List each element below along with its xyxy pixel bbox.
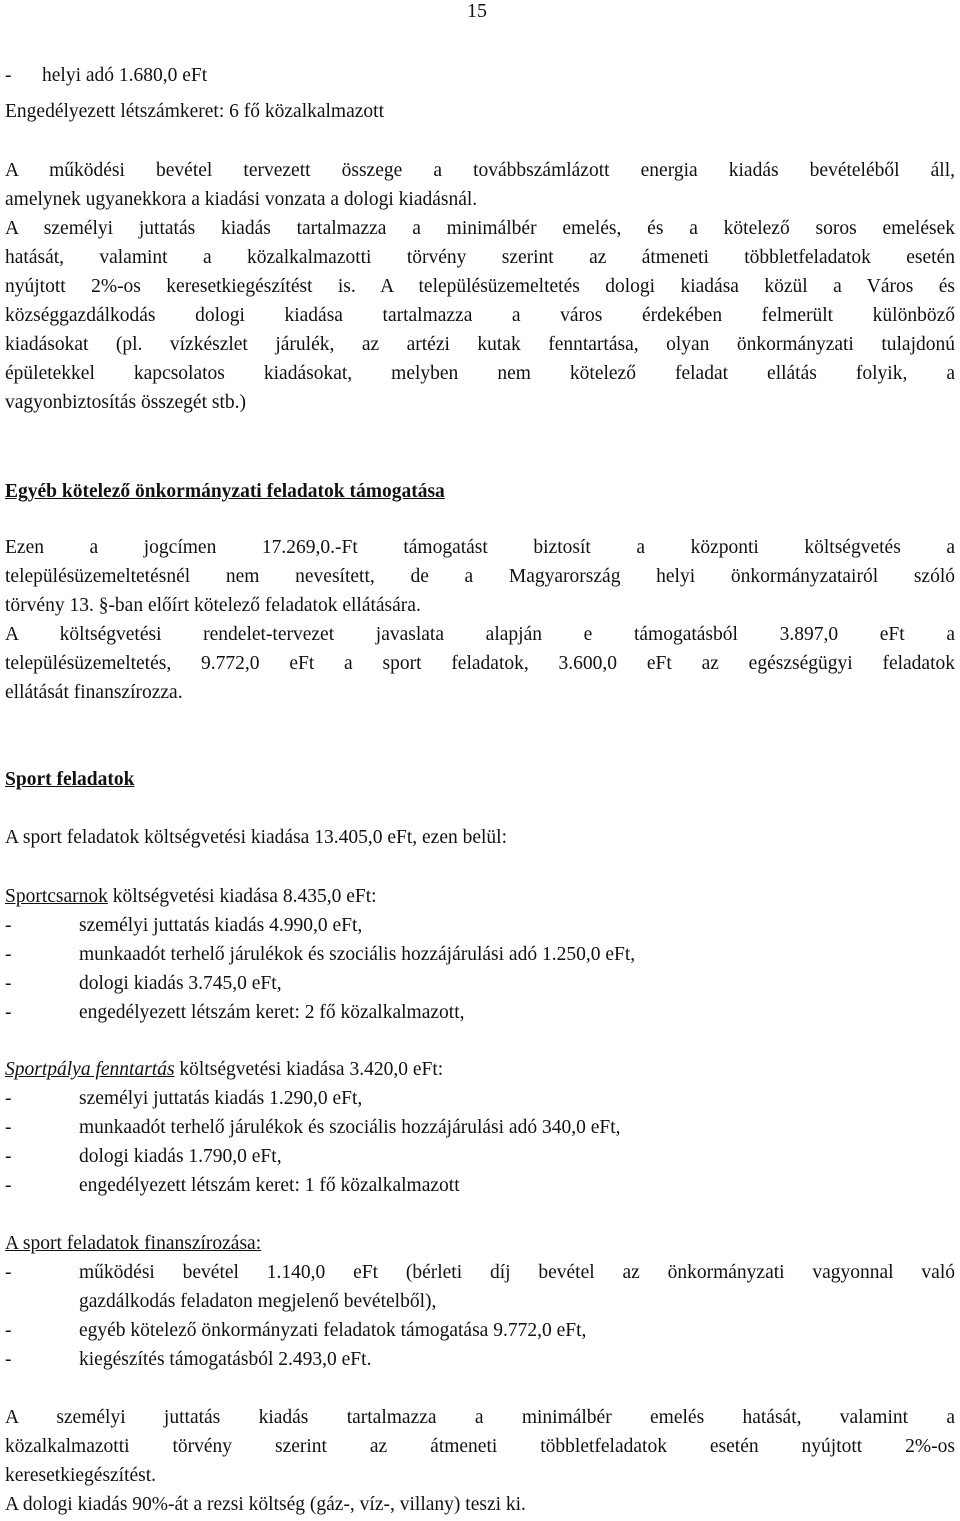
- paragraph-line: hatását, valamint a közalkalmazotti törvény szerint az átmeneti többletfeladatok esetén: [5, 247, 955, 268]
- paragraph-line: településüzemeltetés, 9.772,0 eFt a sport feladatok, 3.600,0 eFt az egészségügyi feladatok: [5, 653, 955, 674]
- paragraph-line: törvény 13. §-ban előírt kötelező feladatok ellátására.: [5, 595, 421, 616]
- paragraph-line: településüzemeltetésnél nem nevesített, de a Magyarország helyi önkormányzatairól szóló: [5, 566, 955, 587]
- paragraph-line: községgazdálkodás dologi kiadása tartalmazza a város érdekében felmerült különböző: [5, 305, 955, 326]
- section-heading-sport: Sport feladatok: [5, 769, 135, 790]
- list-item: - személyi juttatás kiadás 1.290,0 eFt,: [5, 1088, 363, 1109]
- tax-item: - helyi adó 1.680,0 eFt: [5, 65, 208, 86]
- list-item: - engedélyezett létszám keret: 2 fő közalkalmazott,: [5, 1002, 465, 1023]
- sport-summary: A sport feladatok költségvetési kiadása 13.405,0 eFt, ezen belül:: [5, 827, 508, 848]
- list-item: - dologi kiadás 3.745,0 eFt,: [5, 973, 282, 994]
- paragraph-line: épületekkel kapcsolatos kiadásokat, melyben nem kötelező feladat ellátás folyik, a: [5, 363, 955, 384]
- paragraph-line: keresetkiegészítést.: [5, 1465, 157, 1486]
- section-heading-egyeb: Egyéb kötelező önkormányzati feladatok támogatása: [5, 481, 445, 502]
- page-number: 15: [467, 0, 487, 22]
- list-item: - engedélyezett létszám keret: 1 fő közalkalmazott: [5, 1175, 460, 1196]
- paragraph-line: ellátását finanszírozza.: [5, 682, 183, 703]
- paragraph-line: nyújtott 2%-os keresetkiegészítést is. A településüzemeltetés dologi kiadása közül a Város és: [5, 276, 955, 297]
- financing-header: A sport feladatok finanszírozása:: [5, 1233, 262, 1254]
- paragraph-line: A költségvetési rendelet-tervezet javaslata alapján e támogatásból 3.897,0 eFt a: [5, 624, 955, 645]
- list-item: - dologi kiadás 1.790,0 eFt,: [5, 1146, 282, 1167]
- paragraph-line: A személyi juttatás kiadás tartalmazza a minimálbér emelés hatását, valamint a: [5, 1407, 955, 1428]
- list-item: - egyéb kötelező önkormányzati feladatok támogatása 9.772,0 eFt,: [5, 1320, 587, 1341]
- paragraph-line: vagyonbiztosítás összegét stb.): [5, 392, 246, 413]
- list-item: - munkaadót terhelő járulékok és szociális hozzájárulási adó 1.250,0 eFt,: [5, 944, 636, 965]
- list-item: - működési bevétel 1.140,0 eFt (bérleti díj bevétel az önkormányzati vagyonnal való: [5, 1262, 955, 1283]
- paragraph-line: A személyi juttatás kiadás tartalmazza a minimálbér emelés, és a kötelező soros emelések: [5, 218, 955, 239]
- paragraph-line: amelynek ugyanekkora a kiadási vonzata a dologi kiadásnál.: [5, 189, 478, 210]
- list-item: - kiegészítés támogatásból 2.493,0 eFt.: [5, 1349, 372, 1370]
- list-item: - munkaadót terhelő járulékok és szociális hozzájárulási adó 340,0 eFt,: [5, 1117, 621, 1138]
- list-item: - személyi juttatás kiadás 4.990,0 eFt,: [5, 915, 363, 936]
- paragraph-line: A dologi kiadás 90%-át a rezsi költség (gáz-, víz-, villany) teszi ki.: [5, 1494, 526, 1515]
- list-item-continuation: gazdálkodás feladaton megjelenő bevételből),: [79, 1291, 437, 1312]
- paragraph-line: A működési bevétel tervezett összege a továbbszámlázott energia kiadás bevételéből áll,: [5, 160, 955, 181]
- paragraph-line: Ezen a jogcímen 17.269,0.-Ft támogatást biztosít a központi költségvetés a: [5, 537, 955, 558]
- paragraph-line: közalkalmazotti törvény szerint az átmeneti többletfeladatok esetén nyújtott 2%-os: [5, 1436, 955, 1457]
- paragraph-line: kiadásokat (pl. vízkészlet járulék, az artézi kutak fenntartása, olyan önkormányzati tulajdonú: [5, 334, 955, 355]
- sportpalya-header: Sportpálya fenntartás költségvetési kiadása 3.420,0 eFt:: [5, 1059, 444, 1080]
- staff-limit: Engedélyezett létszámkeret: 6 fő közalkalmazott: [5, 101, 384, 122]
- sportcsarnok-header: Sportcsarnok költségvetési kiadása 8.435,0 eFt:: [5, 886, 377, 907]
